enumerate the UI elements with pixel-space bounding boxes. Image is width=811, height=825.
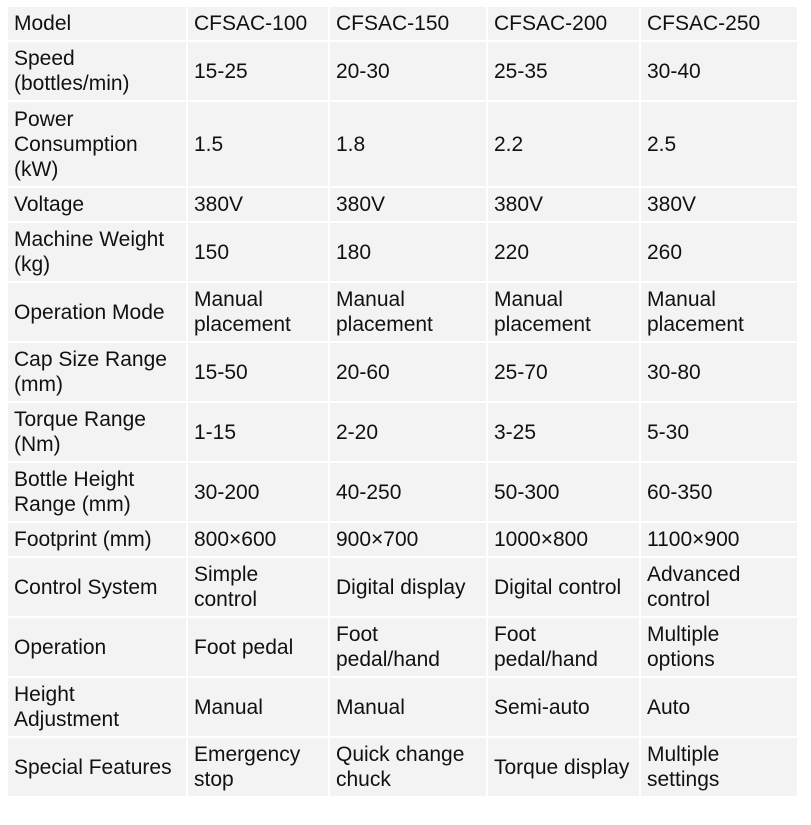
table-row [8,102,797,186]
value-cell: 260 [641,223,797,281]
value-cell: Digital display [330,558,486,616]
value-cell: 380V [188,188,328,221]
table-row [8,343,797,401]
row-label-cell: Operation Mode [8,283,186,341]
value-cell: 50-300 [488,463,639,521]
specification-table [6,5,799,798]
row-label-cell: Speed (bottles/min) [8,42,186,100]
row-label-cell: Operation [8,618,186,676]
value-cell: Foot pedal [188,618,328,676]
value-cell: Auto [641,678,797,736]
value-cell: Multiple options [641,618,797,676]
header-cell-model-name: CFSAC-150 [330,7,486,40]
table-row [8,283,797,341]
header-cell-model-name: CFSAC-250 [641,7,797,40]
value-cell: 1-15 [188,403,328,461]
table-row [8,738,797,796]
value-cell: Foot pedal/hand [330,618,486,676]
value-cell: 2-20 [330,403,486,461]
header-cell-model: Model [8,7,186,40]
value-cell: Foot pedal/hand [488,618,639,676]
row-label-cell: Cap Size Range (mm) [8,343,186,401]
value-cell: 2.2 [488,102,639,186]
value-cell: Quick change chuck [330,738,486,796]
value-cell: Advanced control [641,558,797,616]
value-cell: 220 [488,223,639,281]
row-label-cell: Torque Range (Nm) [8,403,186,461]
value-cell: Manual placement [641,283,797,341]
header-cell-model-name: CFSAC-100 [188,7,328,40]
row-label-cell: Power Consumption (kW) [8,102,186,186]
value-cell: Semi-auto [488,678,639,736]
value-cell: 900×700 [330,523,486,556]
value-cell: 1.8 [330,102,486,186]
value-cell: Digital control [488,558,639,616]
value-cell: 3-25 [488,403,639,461]
value-cell: Simple control [188,558,328,616]
value-cell: 150 [188,223,328,281]
value-cell: Manual placement [330,283,486,341]
value-cell: 25-70 [488,343,639,401]
value-cell: 1000×800 [488,523,639,556]
value-cell: 20-30 [330,42,486,100]
table-row [8,618,797,676]
value-cell: Manual [188,678,328,736]
value-cell: 15-25 [188,42,328,100]
value-cell: 20-60 [330,343,486,401]
value-cell: Multiple settings [641,738,797,796]
value-cell: 30-200 [188,463,328,521]
value-cell: 30-80 [641,343,797,401]
header-cell-model-name: CFSAC-200 [488,7,639,40]
value-cell: 40-250 [330,463,486,521]
table-row [8,42,797,100]
value-cell: Torque display [488,738,639,796]
table-row [8,403,797,461]
row-label-cell: Bottle Height Range (mm) [8,463,186,521]
table-row [8,523,797,556]
value-cell: 800×600 [188,523,328,556]
table-row [8,678,797,736]
value-cell: 15-50 [188,343,328,401]
row-label-cell: Height Adjustment [8,678,186,736]
table-row [8,463,797,521]
spec-table-container [6,5,799,798]
row-label-cell: Control System [8,558,186,616]
row-label-cell: Special Features [8,738,186,796]
table-body [8,7,797,796]
header-row [8,7,797,40]
row-label-cell: Voltage [8,188,186,221]
value-cell: 5-30 [641,403,797,461]
value-cell: Manual [330,678,486,736]
table-row [8,188,797,221]
value-cell: 1.5 [188,102,328,186]
row-label-cell: Machine Weight (kg) [8,223,186,281]
value-cell: Emergency stop [188,738,328,796]
value-cell: 60-350 [641,463,797,521]
row-label-cell: Footprint (mm) [8,523,186,556]
value-cell: 180 [330,223,486,281]
value-cell: 30-40 [641,42,797,100]
value-cell: 2.5 [641,102,797,186]
value-cell: 380V [641,188,797,221]
value-cell: 380V [488,188,639,221]
table-row [8,223,797,281]
value-cell: 380V [330,188,486,221]
value-cell: 25-35 [488,42,639,100]
table-row [8,558,797,616]
value-cell: 1100×900 [641,523,797,556]
value-cell: Manual placement [488,283,639,341]
value-cell: Manual placement [188,283,328,341]
